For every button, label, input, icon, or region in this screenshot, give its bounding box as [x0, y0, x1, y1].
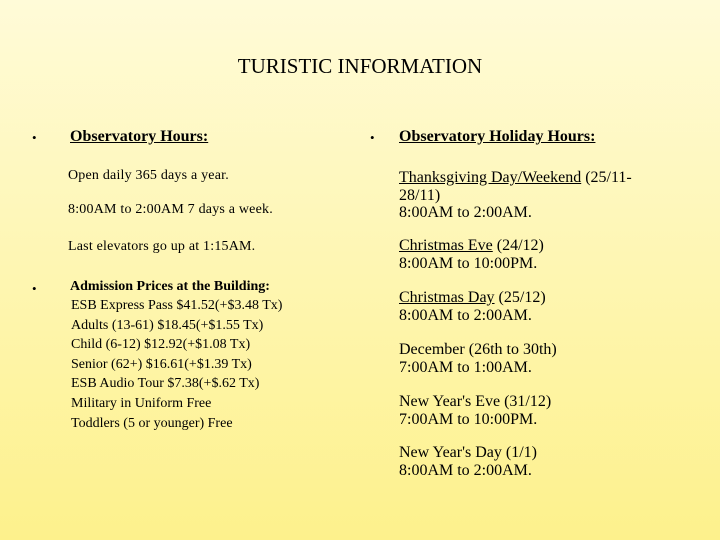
holiday-christmas-day	[399, 289, 546, 324]
holiday-hours: 8:00AM to 2:00AM.	[399, 461, 532, 479]
price-item: ESB Express Pass $41.52(+$3.48 Tx)	[71, 298, 283, 313]
price-item: Toddlers (5 or younger) Free	[71, 415, 233, 431]
price-item: Military in Uniform Free	[71, 395, 212, 411]
holiday-new-years-eve	[399, 393, 551, 428]
holiday-new-years-day	[399, 444, 537, 479]
holiday-name: December (26th to 30th)	[399, 341, 557, 358]
admission-heading: Admission Prices at the Building:	[70, 279, 270, 294]
holiday-hours: 8:00AM to 2:00AM.	[399, 306, 532, 324]
price-item: ESB Audio Tour $7.38(+$.62 Tx)	[71, 376, 260, 392]
holiday-name: New Year's Day (1/1)	[399, 444, 537, 461]
page-title: TURISTIC INFORMATION	[237, 54, 483, 78]
holiday-name: Christmas Eve	[399, 237, 493, 254]
holiday-date-cont: 28/11)	[399, 186, 441, 204]
holiday-date: (25/11-	[581, 169, 632, 186]
holiday-hours: 7:00AM to 10:00PM.	[399, 410, 538, 428]
observatory-hours-heading: Observatory Hours:	[70, 128, 209, 145]
price-item: Senior (62+) $16.61(+$1.39 Tx)	[71, 356, 252, 372]
holiday-name: Thanksgiving Day/Weekend	[399, 169, 582, 186]
holiday-christmas-eve	[399, 237, 544, 272]
holiday-hours: 8:00AM to 2:00AM.	[399, 204, 532, 221]
holiday-december	[399, 341, 557, 376]
holiday-hours: 8:00AM to 10:00PM.	[399, 254, 538, 272]
hours-line-times: 8:00AM to 2:00AM 7 days a week.	[68, 202, 273, 217]
bullet-observatory-hours: •	[32, 130, 37, 145]
holiday-name: Christmas Day	[399, 289, 495, 306]
holiday-date: (25/12)	[494, 289, 546, 306]
holiday-hours-heading: Observatory Holiday Hours:	[399, 128, 596, 145]
holiday-thanksgiving	[399, 169, 699, 222]
hours-line-elevators: Last elevators go up at 1:15AM.	[68, 239, 256, 254]
hours-line-daily: Open daily 365 days a year.	[68, 168, 229, 183]
holiday-name: New Year's Eve (31/12)	[399, 393, 552, 410]
price-item: Child (6-12) $12.92(+$1.08 Tx)	[71, 337, 251, 353]
holiday-hours: 7:00AM to 1:00AM.	[399, 358, 532, 376]
price-item: Adults (13-61) $18.45(+$1.55 Tx)	[71, 317, 264, 333]
holiday-date: (24/12)	[492, 237, 544, 254]
bullet-admission: •	[32, 281, 37, 296]
bullet-holiday-hours: •	[370, 130, 375, 145]
admission-price-list	[71, 296, 282, 433]
